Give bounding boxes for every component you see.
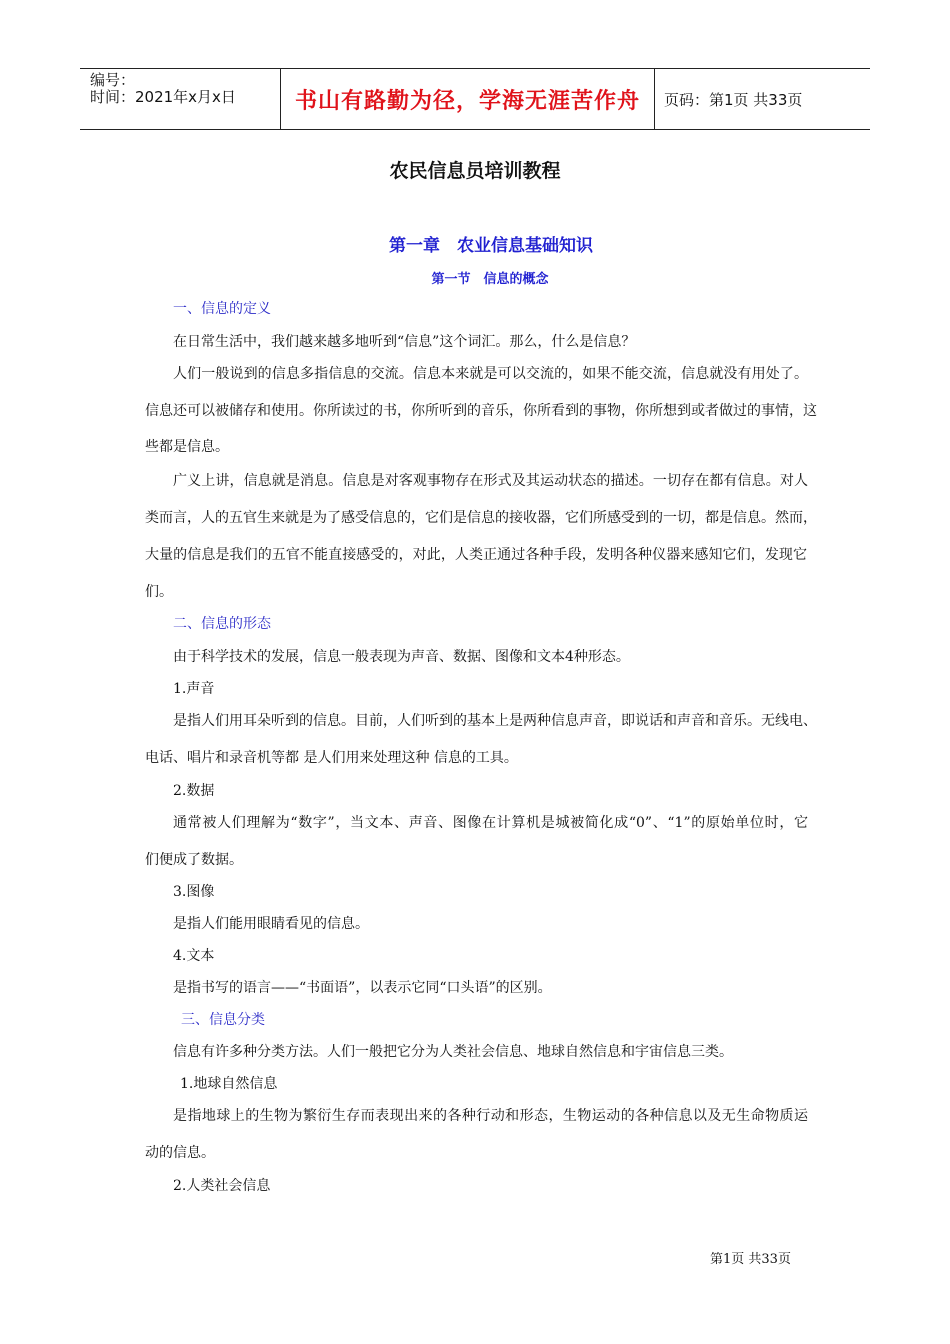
- paragraph-line: 信息还可以被储存和使用。你所读过的书，你所听到的音乐，你所看到的事物，你所想到或者做过的事情，这: [145, 403, 817, 419]
- paragraph-line: 通常被人们理解为“数字”，当文本、声音、图像在计算机是城被简化成“0”、“1”的原始单位时，它: [173, 815, 808, 831]
- paragraph-line: 人们一般说到的信息多指信息的交流。信息本来就是可以交流的，如果不能交流，信息就没有用处了。: [173, 366, 808, 382]
- paragraph-line: 们便成了数据。: [145, 852, 243, 868]
- paragraph-line: 是指人们能用眼睛看见的信息。: [173, 916, 369, 932]
- paragraph-line: 类而言，人的五官生来就是为了感受信息的，它们是信息的接收器，它们所感受到的一切，都是信息。然而，: [145, 510, 817, 526]
- paragraph-line: 些都是信息。: [145, 439, 229, 455]
- subheading: 3.图像: [173, 884, 215, 900]
- paragraph-line: 们。: [145, 584, 173, 600]
- header-motto: 书山有路勤为径，学海无涯苦作舟: [281, 69, 655, 129]
- paragraph-line: 是指地球上的生物为繁衍生存而表现出来的各种行动和形态，生物运动的各种信息以及无生命物质运: [173, 1108, 808, 1124]
- chapter-title: 第一章 农业信息基础知识: [389, 236, 593, 256]
- document-title: 农民信息员培训教程: [389, 160, 561, 182]
- header-page-info: 页码：第1页 共33页: [664, 90, 803, 109]
- subheading: 2.数据: [173, 783, 215, 799]
- header-meta-cell: [80, 69, 281, 129]
- paragraph-line: 电话、唱片和录音机等都 是人们用来处理这种 信息的工具。: [145, 750, 518, 766]
- header-table: [80, 68, 870, 130]
- paragraph-line: 信息有许多种分类方法。人们一般把它分为人类社会信息、地球自然信息和宇宙信息三类。: [173, 1044, 733, 1060]
- paragraph-line: 是指人们用耳朵听到的信息。目前，人们听到的基本上是两种信息声音，即说话和声音和音乐。无线电、: [173, 713, 817, 729]
- paragraph-line: 由于科学技术的发展，信息一般表现为声音、数据、图像和文本4种形态。: [173, 649, 630, 665]
- serial-label: 编号：: [90, 71, 136, 89]
- paragraph-line: 大量的信息是我们的五官不能直接感受的，对此，人类正通过各种手段，发明各种仪器来感知它们，发现它: [145, 547, 807, 563]
- paragraph-line: 在日常生活中，我们越来越多地听到“信息”这个词汇。那么，什么是信息？: [173, 334, 636, 350]
- heading-classification: 三、信息分类: [181, 1012, 265, 1028]
- paragraph-line: 广义上讲，信息就是消息。信息是对客观事物存在形式及其运动状态的描述。一切存在都有信息。对人: [173, 473, 808, 489]
- subheading: 1.地球自然信息: [180, 1076, 278, 1092]
- subheading: 2.人类社会信息: [173, 1178, 271, 1194]
- footer-page-number: 第1页 共33页: [710, 1252, 791, 1267]
- paragraph-line: 是指书写的语言——“书面语”，以表示它同“口头语”的区别。: [173, 980, 552, 996]
- subheading: 4.文本: [173, 948, 215, 964]
- time-label: 时间：2021年x月x日: [90, 88, 236, 106]
- heading-definition: 一、信息的定义: [173, 301, 271, 317]
- paragraph-line: 动的信息。: [145, 1145, 215, 1161]
- section-title: 第一节 信息的概念: [431, 272, 549, 287]
- subheading: 1.声音: [173, 681, 215, 697]
- heading-forms: 二、信息的形态: [173, 616, 271, 632]
